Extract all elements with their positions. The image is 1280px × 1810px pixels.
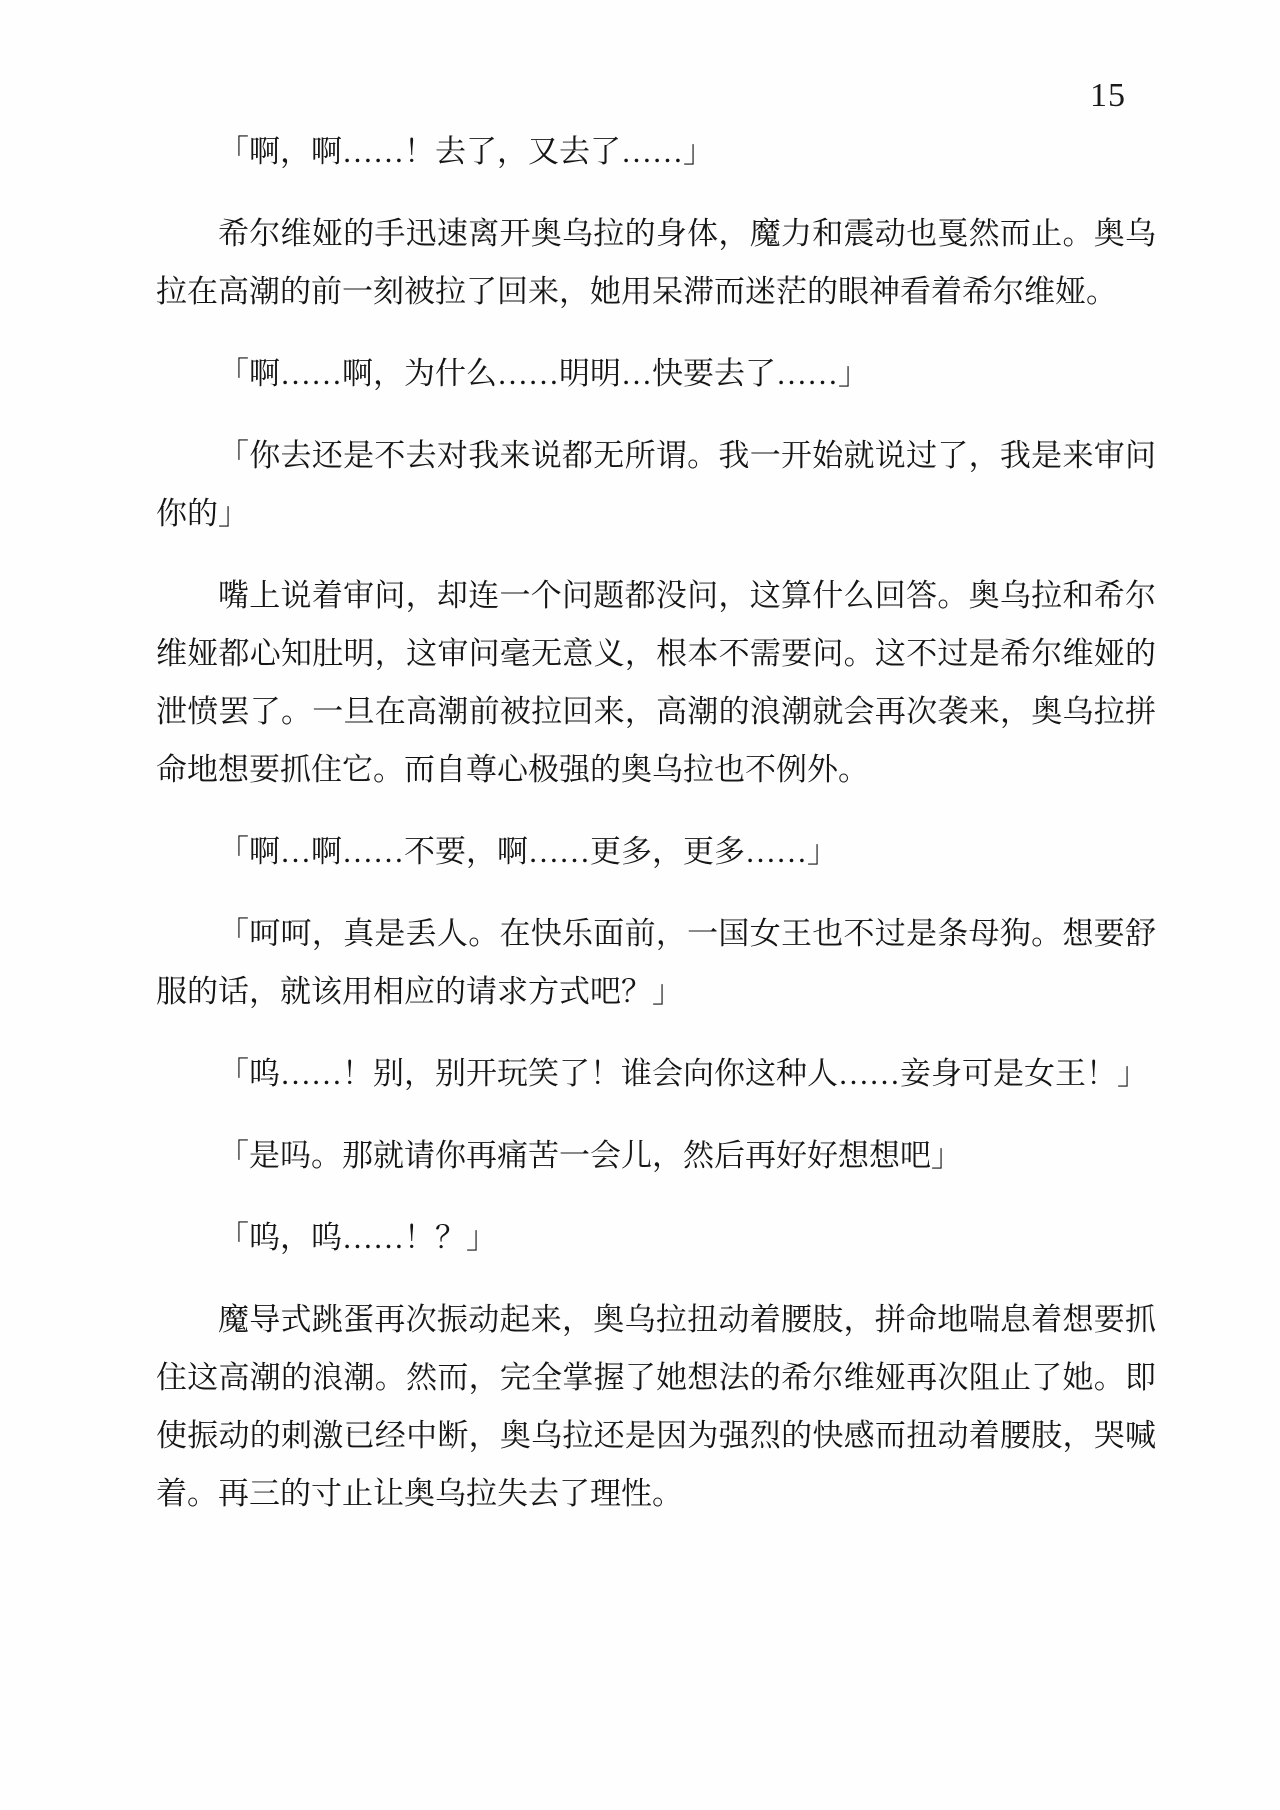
text-line: 希尔维娅的手迅速离开奥乌拉的身体，魔力和震动也戛然而止。奥乌 xyxy=(218,216,1156,251)
text-line: 命地想要抓住它。而自尊心极强的奥乌拉也不例外。 xyxy=(156,752,869,787)
dialogue-paragraph xyxy=(156,1127,1156,1185)
text-line: 住这高潮的浪潮。然而，完全掌握了她想法的希尔维娅再次阻止了她。即 xyxy=(156,1360,1156,1395)
text-line: 「呵呵，真是丢人。在快乐面前，一国女王也不过是条母狗。想要舒 xyxy=(218,916,1156,951)
text-line: 使振动的刺激已经中断，奥乌拉还是因为强烈的快感而扭动着腰肢，哭喊 xyxy=(156,1418,1156,1453)
text-line: 嘴上说着审问，却连一个问题都没问，这算什么回答。奥乌拉和希尔 xyxy=(218,578,1156,613)
dialogue-paragraph xyxy=(156,823,1156,881)
text-line: 你的」 xyxy=(156,496,249,531)
page-text xyxy=(156,123,1156,1523)
text-line: 服的话，就该用相应的请求方式吧？」 xyxy=(156,974,683,1009)
text-line: 拉在高潮的前一刻被拉了回来，她用呆滞而迷茫的眼神看着希尔维娅。 xyxy=(156,274,1117,309)
text-line: 泄愤罢了。一旦在高潮前被拉回来，高潮的浪潮就会再次袭来，奥乌拉拼 xyxy=(156,694,1156,729)
dialogue-paragraph xyxy=(156,905,1156,1021)
text-line: 「呜，呜……！？」 xyxy=(218,1220,497,1255)
narration-paragraph xyxy=(156,1291,1156,1523)
text-line: 魔导式跳蛋再次振动起来，奥乌拉扭动着腰肢，拼命地喘息着想要抓 xyxy=(218,1302,1156,1337)
page-number: 15 xyxy=(1090,77,1126,114)
dialogue-paragraph xyxy=(156,123,1156,181)
text-line: 「是吗。那就请你再痛苦一会儿，然后再好好想想吧」 xyxy=(218,1138,962,1173)
text-line: 「啊…啊……不要，啊……更多，更多……」 xyxy=(218,834,838,869)
dialogue-paragraph xyxy=(156,427,1156,543)
dialogue-paragraph xyxy=(156,1045,1156,1103)
dialogue-paragraph xyxy=(156,345,1156,403)
text-line: 「啊……啊，为什么……明明…快要去了……」 xyxy=(218,356,869,391)
narration-paragraph xyxy=(156,567,1156,799)
dialogue-paragraph xyxy=(156,1209,1156,1267)
text-line: 「啊，啊……！去了，又去了……」 xyxy=(218,134,714,169)
text-line: 维娅都心知肚明，这审问毫无意义，根本不需要问。这不过是希尔维娅的 xyxy=(156,636,1156,671)
text-line: 「你去还是不去对我来说都无所谓。我一开始就说过了，我是来审问 xyxy=(218,438,1156,473)
text-line: 「呜……！别，别开玩笑了！谁会向你这种人……妾身可是女王！」 xyxy=(218,1056,1148,1091)
narration-paragraph xyxy=(156,205,1156,321)
text-line: 着。再三的寸止让奥乌拉失去了理性。 xyxy=(156,1476,683,1511)
